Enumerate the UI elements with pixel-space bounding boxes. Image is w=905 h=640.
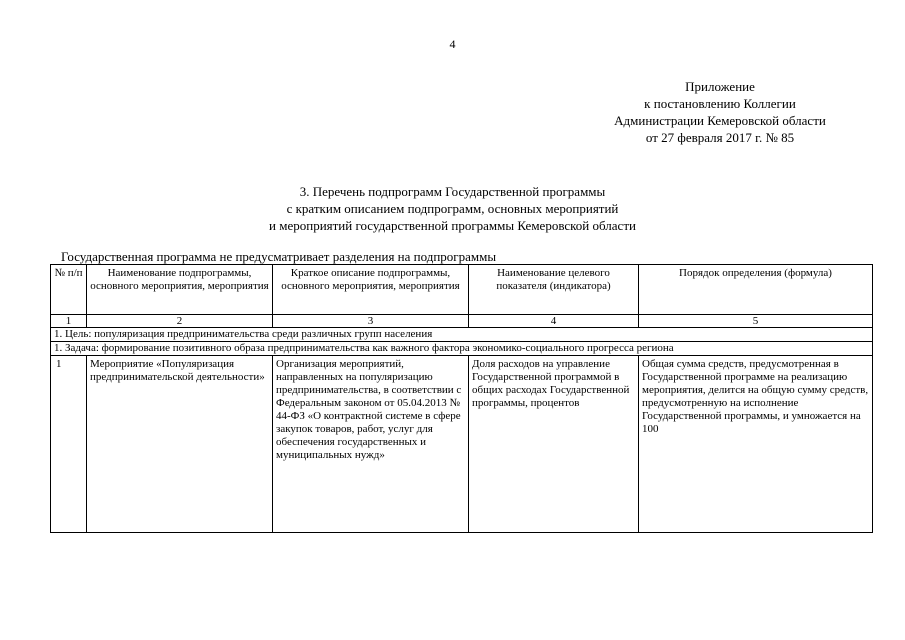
column-number-cell: 2 (87, 315, 273, 328)
appendix-line: Администрации Кемеровской области (614, 113, 826, 128)
title-line: с кратким описанием подпрограмм, основных мероприятий (286, 201, 619, 216)
table-header-row (51, 265, 873, 315)
row-name-cell: Мероприятие «Популяризация предпринимательской деятельности» (87, 356, 273, 533)
task-cell: 1. Задача: формирование позитивного образа предпринимательства как важного фактора экономико-социального прогресса региона (51, 342, 873, 356)
header-cell-description: Краткое описание подпрограммы, основного мероприятия, мероприятия (273, 265, 469, 315)
column-number-cell: 4 (469, 315, 639, 328)
appendix-line: к постановлению Коллегии (644, 96, 796, 111)
header-cell-name: Наименование подпрограммы, основного мероприятия, мероприятия (87, 265, 273, 315)
appendix-block (600, 78, 840, 146)
program-table (50, 264, 873, 533)
header-cell-formula: Порядок определения (формула) (639, 265, 873, 315)
column-number-row (51, 315, 873, 328)
goal-cell: 1. Цель: популяризация предпринимательства среди различных групп населения (51, 328, 873, 342)
column-number-cell: 3 (273, 315, 469, 328)
appendix-line: от 27 февраля 2017 г. № 85 (645, 130, 795, 145)
table-row (51, 356, 873, 533)
row-indicator-cell: Доля расходов на управление Государственной программой в общих расходах Государственной программы, процентов (469, 356, 639, 533)
row-formula-cell: Общая сумма средств, предусмотренная в Государственной программе на реализацию мероприятия, делится на общую сумму средств, предусмотренную на исполнение Государственной программы, и умножается на 100 (639, 356, 873, 533)
column-number-cell: 1 (51, 315, 87, 328)
task-row (51, 342, 873, 356)
row-number-cell: 1 (51, 356, 87, 533)
header-cell-indicator: Наименование целевого показателя (индикатора) (469, 265, 639, 315)
row-description-cell: Организация мероприятий, направленных на популяризацию предпринимательства, в соответствии с Федеральным законом от 05.04.2013 № 44-ФЗ «О контрактной системе в сфере закупок товаров, работ, услуг для обеспечения государственных и муниципальных нужд» (273, 356, 469, 533)
goal-row (51, 328, 873, 342)
program-note: Государственная программа не предусматривает разделения на подпрограммы (61, 249, 497, 264)
title-line: и мероприятий государственной программы Кемеровской области (269, 218, 636, 233)
column-number-cell: 5 (639, 315, 873, 328)
title-line: 3. Перечень подпрограмм Государственной программы (299, 184, 606, 199)
appendix-line: Приложение (685, 79, 755, 94)
page-number: 4 (449, 37, 456, 51)
document-title (0, 183, 905, 234)
header-cell-number: № п/п (51, 265, 87, 315)
